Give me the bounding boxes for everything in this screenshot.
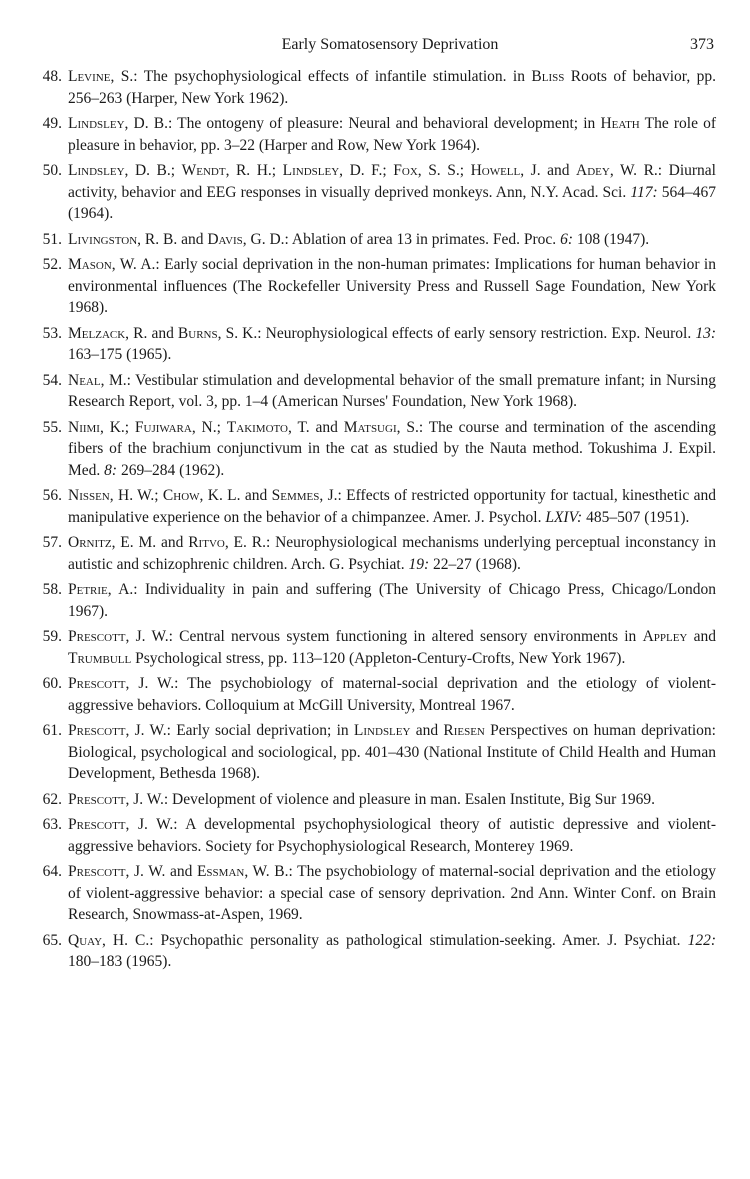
- reference-author: Neal: [68, 371, 101, 389]
- reference-author: Lindsley: [353, 722, 411, 739]
- reference-author: Chow: [162, 487, 200, 504]
- reference-entry: [32, 814, 716, 857]
- reference-author: Nissen: [68, 487, 110, 504]
- reference-text: , J. and: [520, 162, 577, 179]
- reference-author: Petrie: [68, 581, 108, 598]
- reference-text: , D. B.: The ontogeny of pleasure: Neural and behavioral development; in: [124, 115, 601, 132]
- reference-number: 50.: [42, 162, 62, 179]
- reference-number: 61.: [42, 722, 62, 739]
- reference-author: Essman: [196, 863, 245, 880]
- reference-author: Burns: [177, 324, 218, 342]
- reference-text: , T. and: [288, 418, 344, 436]
- reference-text: , G. D.: Ablation of area 13 in primates. Fed. Proc.: [242, 230, 561, 248]
- reference-entry: [32, 66, 716, 109]
- reference-text: , S.: The course and termination of the ascending fibers of the brachium conjunctivum in the cat as studied by the Nauta method. Tokushima J. Expil. Med.: [68, 418, 717, 479]
- reference-text: , J. W.: Development of violence and pleasure in man. Esalen Institute, Big Sur 1969.: [125, 790, 655, 808]
- reference-author: Riesen: [443, 722, 485, 739]
- reference-author: Heath: [600, 115, 640, 132]
- reference-text: , H. C.: Psychopathic personality as pathological stimulation-seeking. Amer. J. Psychiat.: [102, 931, 688, 949]
- reference-number: 52.: [42, 256, 62, 273]
- reference-volume: 122:: [687, 931, 716, 949]
- reference-text: , K.;: [99, 418, 135, 436]
- reference-author: Semmes: [271, 487, 320, 504]
- reference-entry: [32, 789, 716, 811]
- reference-text: , A.: Individuality in pain and suffering (The University of Chicago Press, Chicago/London 1967).: [68, 581, 716, 620]
- reference-text: The role of pleasure in behavior, pp. 3–22 (Harper and Row, New York 1964).: [68, 115, 716, 154]
- reference-entry: [32, 861, 716, 926]
- reference-text: , R. H.;: [225, 162, 283, 179]
- reference-entry: [32, 160, 716, 225]
- reference-author: Bliss: [531, 68, 565, 85]
- reference-author: Levine: [68, 68, 111, 85]
- reference-number: 63.: [42, 816, 62, 833]
- reference-volume: 13:: [695, 324, 716, 342]
- reference-text: , S.: The psychophysiological effects of infantile stimulation. in: [110, 68, 532, 85]
- reference-text: 564–467 (1964).: [68, 183, 716, 222]
- reference-author: Livingston: [68, 230, 138, 248]
- reference-author: Melzack: [68, 324, 126, 342]
- reference-author: Matsugi: [343, 418, 397, 436]
- reference-entry: [32, 720, 716, 785]
- reference-list: [32, 66, 716, 977]
- reference-author: Wendt: [181, 162, 226, 179]
- reference-author: Lindsley: [68, 162, 125, 179]
- reference-number: 65.: [42, 931, 62, 949]
- reference-entry: [32, 254, 716, 319]
- reference-volume: 8:: [104, 461, 118, 479]
- reference-author: Prescott: [68, 628, 126, 645]
- reference-text: 22–27 (1968).: [429, 555, 521, 573]
- reference-text: , J. W.: Early social deprivation; in: [125, 722, 354, 739]
- reference-entry: [32, 229, 716, 251]
- reference-entry: [32, 579, 716, 622]
- reference-text: 269–284 (1962).: [117, 461, 225, 479]
- reference-text: , J. W.: The psychobiology of maternal-social deprivation and the etiology of violent-aggressive behaviors. Colloquium at McGill University, Montreal 1967.: [68, 675, 716, 714]
- reference-text: 485–507 (1951).: [582, 508, 690, 526]
- reference-author: Howell: [470, 162, 521, 179]
- reference-author: Fujiwara: [134, 418, 192, 436]
- reference-number: 48.: [42, 68, 62, 85]
- reference-text: , E. R.: Neurophysiological mechanisms underlying perceptual inconstancy in autistic and schizophrenic children. Arch. G. Psychiat.: [68, 534, 716, 573]
- reference-number: 59.: [42, 628, 62, 645]
- reference-text: , R. and: [125, 324, 178, 342]
- reference-author: Quay: [68, 931, 103, 949]
- reference-entry: [32, 370, 716, 413]
- reference-number: 51.: [42, 230, 62, 248]
- reference-entry: [32, 417, 716, 482]
- reference-author: Prescott: [68, 816, 126, 833]
- reference-text: , S. S.;: [417, 162, 471, 179]
- reference-author: Ritvo: [188, 534, 225, 551]
- reference-text: , N.;: [191, 418, 227, 436]
- reference-number: 62.: [42, 790, 62, 808]
- reference-number: 55.: [42, 418, 62, 436]
- reference-number: 60.: [42, 675, 62, 692]
- reference-entry: [32, 323, 716, 366]
- reference-author: Niimi: [68, 418, 100, 436]
- reference-text: , H. W.;: [109, 487, 163, 504]
- reference-text: , S. K.: Neurophysiological effects of early sensory restriction. Exp. Neurol.: [217, 324, 696, 342]
- running-head: [66, 36, 714, 58]
- reference-text: , R. B. and: [137, 230, 208, 248]
- reference-number: 58.: [42, 581, 62, 598]
- reference-text: and: [687, 628, 716, 645]
- reference-entry: [32, 113, 716, 156]
- reference-author: Prescott: [68, 675, 126, 692]
- reference-author: Adey: [576, 162, 610, 179]
- reference-number: 49.: [42, 115, 62, 132]
- reference-author: Mason: [68, 256, 112, 273]
- reference-number: 57.: [42, 534, 62, 551]
- reference-text: , D. F.;: [339, 162, 394, 179]
- reference-text: Psychological stress, pp. 113–120 (Appleton-Century-Crofts, New York 1967).: [131, 649, 626, 667]
- reference-text: , W. A.: Early social deprivation in the non-human primates: Implications for human behavior in environmental influences (The Rockefeller University Press and Russell Sage Foundation, New York 1968).: [68, 256, 716, 316]
- reference-author: Lindsley: [282, 162, 340, 179]
- reference-text: 180–183 (1965).: [68, 953, 172, 970]
- reference-text: Perspectives on human deprivation: Biological, psychological and sociological, pp. 401–430 (National Institute of Child Health and Human Development, Bethesda 1968).: [68, 722, 716, 782]
- reference-entry: [32, 673, 716, 716]
- page-number: 373: [690, 36, 714, 53]
- reference-text: , W. B.: The psychobiology of maternal-social deprivation and the etiology of violent-aggressive behavior: a special case of sensory deprivation. 2nd Ann. Winter Conf. on Brain Research, Snowmass-at-Aspen, 1969.: [68, 863, 716, 923]
- reference-entry: [32, 930, 716, 973]
- reference-text: , M.: Vestibular stimulation and developmental behavior of the small premature infant; in Nursing Research Report, vol. 3, pp. 1–4 (American Nurses' Foundation, New York 1968).: [68, 371, 716, 410]
- reference-volume: 117:: [630, 183, 658, 201]
- reference-author: Davis: [207, 230, 243, 248]
- reference-volume: 19:: [408, 555, 430, 573]
- reference-text: and: [410, 722, 444, 739]
- running-title: Early Somatosensory Deprivation: [281, 36, 499, 53]
- reference-number: 54.: [42, 371, 62, 389]
- reference-author: Prescott: [68, 863, 126, 880]
- reference-author: Prescott: [68, 790, 126, 808]
- reference-author: Takimoto: [226, 418, 288, 436]
- reference-number: 53.: [42, 324, 62, 342]
- reference-text: , E. M. and: [111, 534, 189, 551]
- reference-text: , J. W. and: [125, 863, 197, 880]
- reference-author: Appley: [642, 628, 688, 645]
- reference-text: , K. L. and: [199, 487, 272, 504]
- reference-text: , J.: Effects of restricted opportunity for tactual, kinesthetic and manipulative experience on the behavior of a chimpanzee. Amer. J. Psychol.: [68, 487, 716, 526]
- reference-author: Fox: [393, 162, 418, 179]
- reference-text: , W. R.: Diurnal activity, behavior and EEG responses in visually deprived monkeys. Ann, N.Y. Acad. Sci.: [68, 162, 716, 201]
- reference-number: 56.: [42, 487, 62, 504]
- reference-text: , J. W.: A developmental psychophysiological theory of autistic depressive and violent-aggressive behaviors. Society for Psychophysiological Research, Monterey 1969.: [68, 816, 716, 855]
- reference-volume: LXIV:: [545, 508, 583, 526]
- reference-author: Lindsley: [68, 115, 125, 132]
- reference-text: 108 (1947).: [572, 230, 650, 248]
- reference-text: , D. B.;: [124, 162, 182, 179]
- reference-author: Prescott: [68, 722, 126, 739]
- reference-entry: [32, 626, 716, 669]
- reference-text: 163–175 (1965).: [68, 346, 172, 363]
- reference-author: Trumbull: [68, 649, 132, 667]
- reference-entry: [32, 485, 716, 528]
- reference-text: Roots of behavior, pp. 256–263 (Harper, New York 1962).: [68, 68, 716, 107]
- reference-entry: [32, 532, 716, 575]
- reference-text: , J. W.: Central nervous system functioning in altered sensory environments in: [125, 628, 643, 645]
- reference-author: Ornitz: [68, 534, 112, 551]
- reference-volume: 6:: [560, 230, 573, 248]
- reference-number: 64.: [42, 863, 62, 880]
